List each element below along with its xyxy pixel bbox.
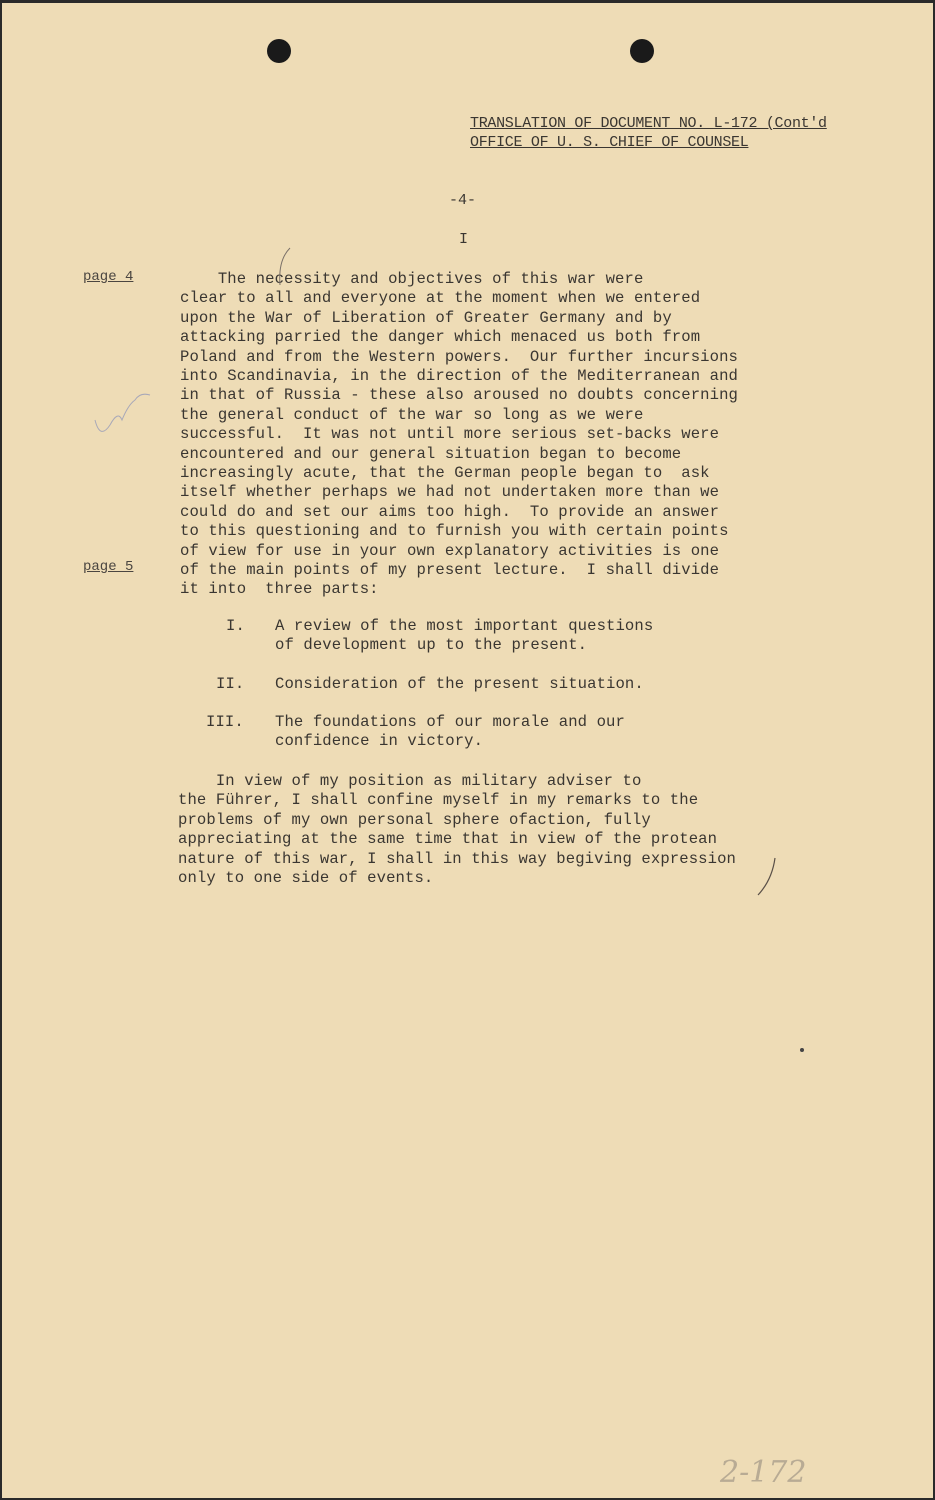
part-numeral: II. — [216, 675, 245, 693]
paragraph-line: attacking parried the danger which menaced us both from — [180, 328, 701, 347]
paragraph-line: In view of my position as military adviser to — [178, 772, 642, 790]
paragraph-line: encountered and our general situation began to become — [180, 444, 682, 463]
paragraph-line: only to one side of events. — [178, 869, 434, 887]
paragraph-line: into Scandinavia, in the direction of the Mediterranean and — [180, 367, 739, 385]
paragraph-line: to this questioning and to furnish you with certain points — [180, 522, 729, 541]
paragraph-line: upon the War of Liberation of Greater Germany and by — [180, 308, 672, 327]
handwritten-document-number: 2-172 — [720, 1455, 807, 1490]
margin-scribble — [95, 394, 150, 431]
paragraph-line: of view for use in your own explanatory activities is one — [180, 541, 720, 560]
paragraph-line: problems of my own personal sphere ofaction, fully — [178, 810, 651, 829]
section-numeral: I — [459, 231, 469, 248]
header-office: OFFICE OF U. S. CHIEF OF COUNSEL — [470, 134, 749, 151]
part-line: confidence in victory. — [275, 732, 484, 751]
paragraph-line: The necessity and objectives of this war were — [180, 270, 644, 288]
paragraph-line: the Führer, I shall confine myself in my remarks to the — [178, 791, 699, 810]
paragraph-line: could do and set our aims too high. To provide an answer — [180, 502, 720, 521]
ink-dot — [800, 1048, 804, 1052]
part-numeral: I. — [226, 617, 245, 635]
part-numeral: III. — [206, 713, 244, 731]
part-line: A review of the most important questions — [275, 617, 654, 635]
bracket-mark-left — [280, 248, 290, 285]
paragraph-line: increasingly acute, that the German people began to ask — [180, 464, 710, 482]
margin-note-page-4: page 4 — [83, 269, 134, 285]
paragraph-line: nature of this war, I shall in this way begiving expression — [178, 849, 737, 868]
paragraph-line: appreciating at the same time that in view of the protean — [178, 830, 718, 849]
paragraph-line: clear to all and everyone at the moment when we entered — [180, 289, 701, 308]
paragraph-line: successful. It was not until more serious set-backs were — [180, 425, 720, 444]
paragraph-line: in that of Russia - these also aroused no doubts concerning — [180, 386, 739, 405]
part-line: Consideration of the present situation. — [275, 675, 644, 693]
paragraph-line: itself whether perhaps we had not undertaken more than we — [180, 483, 720, 502]
paragraph-line: of the main points of my present lecture. I shall divide — [180, 561, 720, 579]
paragraph-line: the general conduct of the war so long as we were — [180, 405, 644, 424]
part-line: The foundations of our morale and our — [275, 713, 625, 731]
bracket-mark-right — [758, 858, 775, 895]
paragraph-line: it into three parts: — [180, 580, 379, 599]
part-line: of development up to the present. — [275, 636, 588, 655]
paragraph-line: Poland and from the Western powers. Our further incursions — [180, 347, 739, 366]
page-number: -4- — [449, 192, 477, 209]
margin-note-page-5: page 5 — [83, 559, 134, 575]
header-title: TRANSLATION OF DOCUMENT NO. L-172 (Cont'd — [470, 115, 827, 132]
